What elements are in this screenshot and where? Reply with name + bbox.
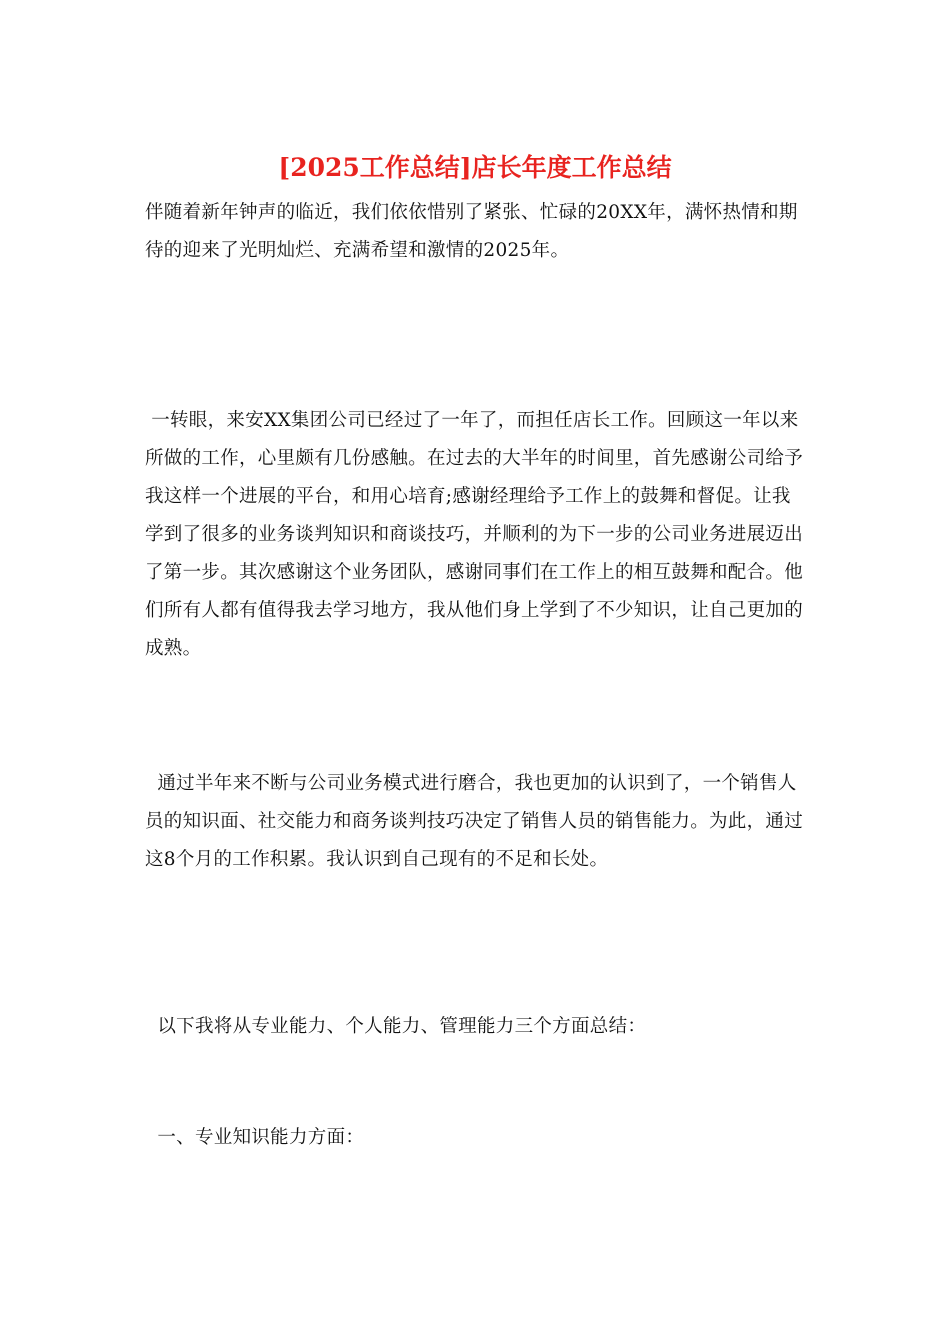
paragraph-insight: 通过半年来不断与公司业务模式进行磨合，我也更加的认识到了，一个销售人员的知识面、社交能力和商务谈判技巧决定了销售人员的销售能力。为此，通过这8个月的工作积累。我认识到自己现有的不足和长处。 bbox=[145, 773, 804, 870]
paragraph-review: 一转眼，来安XX集团公司已经过了一年了，而担任店长工作。回顾这一年以来所做的工作，心里颇有几份感触。在过去的大半年的时间里，首先感谢公司给予我这样一个进展的平台，和用心培育;感谢经理给予工作上的鼓舞和督促。让我学到了很多的业务谈判知识和商谈技巧，并顺利的为下一步的公司业务进展迈出了第一步。其次感谢这个业务团队，感谢同事们在工作上的相互鼓舞和配合。他们所有人都有值得我去学习地方，我从他们身上学到了不少知识，让自己更加的成熟。 bbox=[145, 410, 804, 659]
paragraph-outline: 以下我将从专业能力、个人能力、管理能力三个方面总结： bbox=[145, 1016, 647, 1037]
section-heading-professional: 一、专业知识能力方面： bbox=[145, 1127, 365, 1148]
paragraph-intro: 伴随着新年钟声的临近，我们依依惜别了紧张、忙碌的20XX年，满怀热情和期待的迎来了光明灿烂、充满希望和激情的2025年。 bbox=[145, 202, 798, 261]
document-title: [2025工作总结]店长年度工作总结 bbox=[278, 153, 672, 182]
